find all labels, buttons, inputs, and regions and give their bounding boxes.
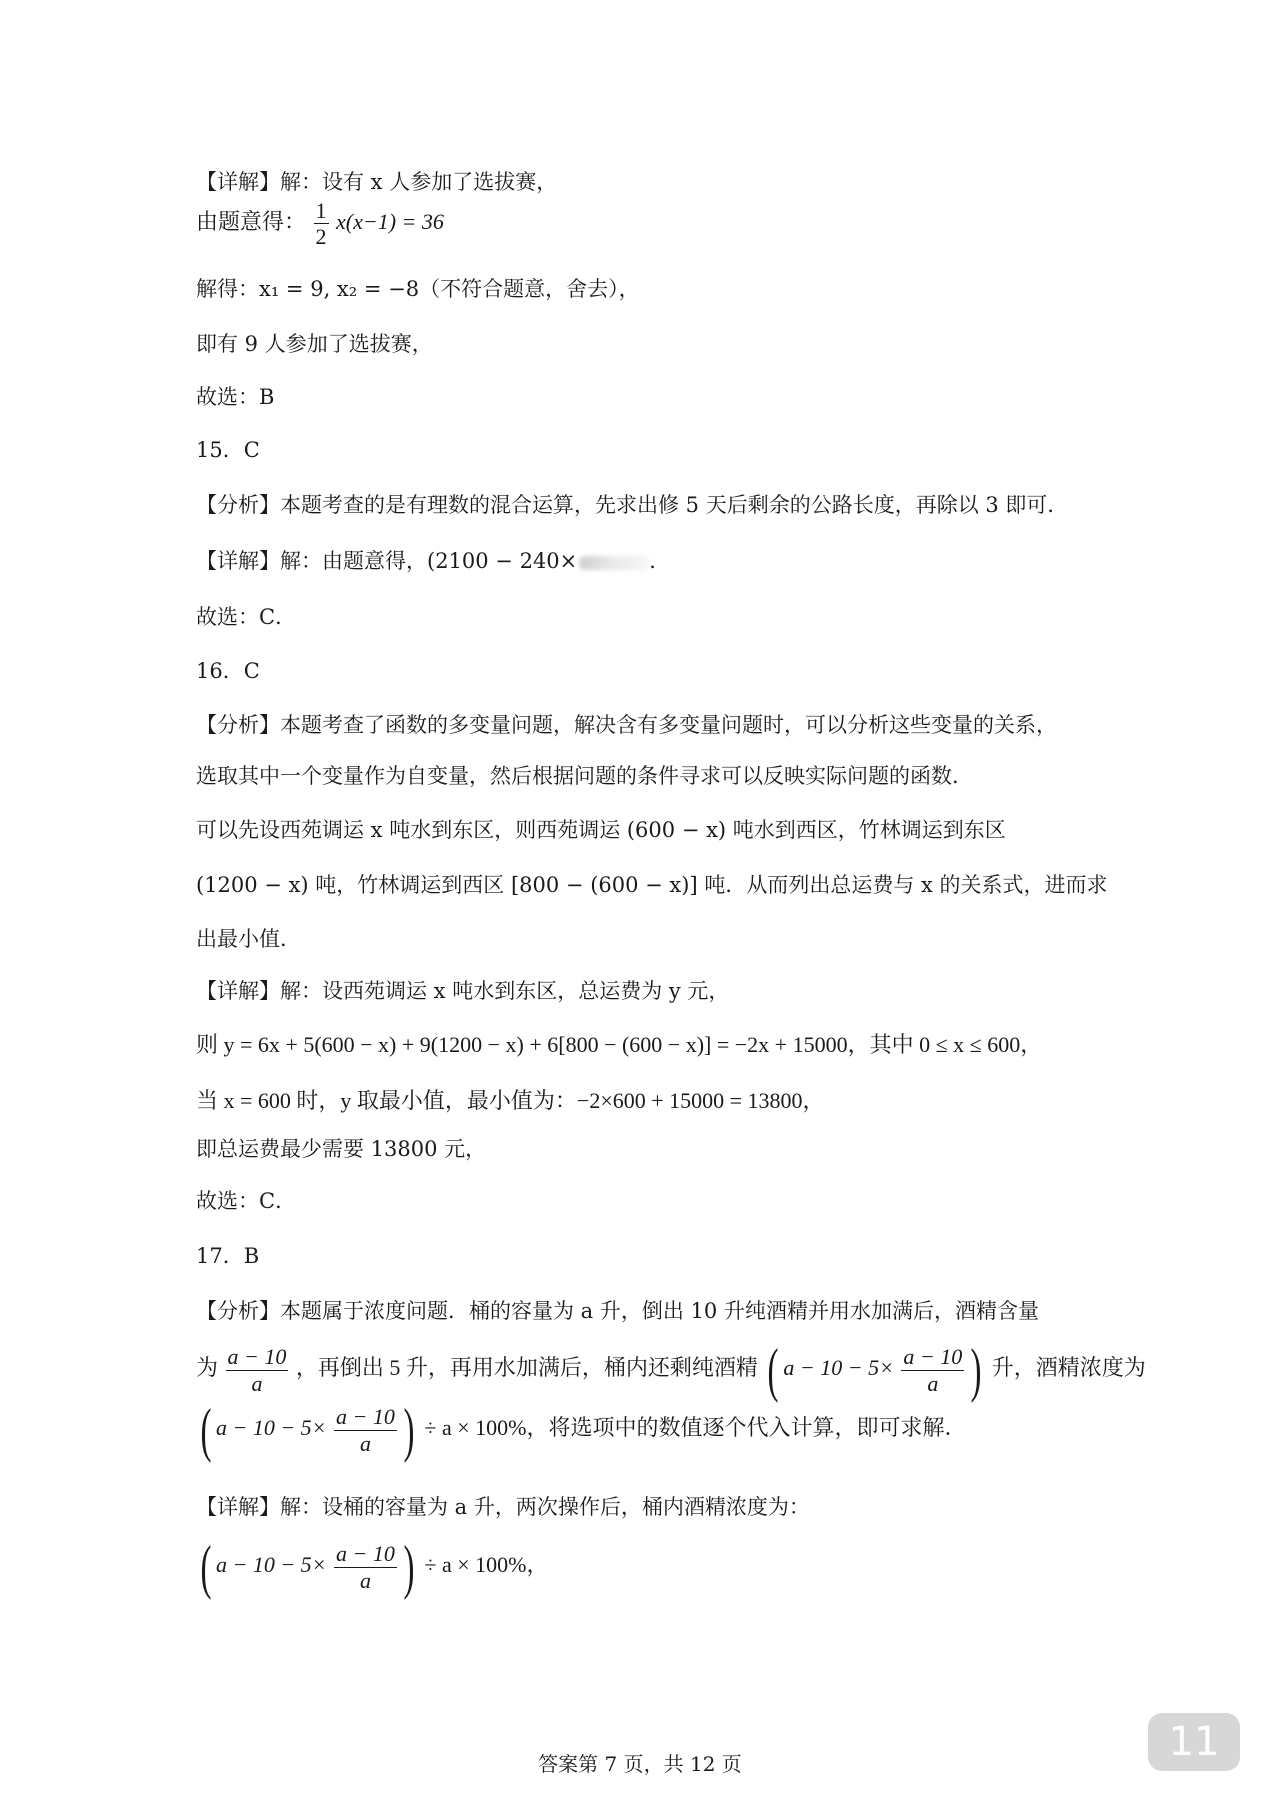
question-number: 16．C — [196, 659, 260, 683]
text-line: 【分析】本题考查的是有理数的混合运算，先求出修 5 天后剩余的公路长度，再除以 3 即可． — [196, 493, 1069, 517]
text-fragment: 为 — [196, 1355, 219, 1381]
equation-line — [196, 1397, 967, 1463]
text-fragment: 升，酒精浓度为 — [991, 1355, 1146, 1381]
right-paren: ) — [403, 1397, 415, 1463]
question-number: 17．B — [196, 1244, 260, 1268]
text-fragment: ÷ a × 100%，将选项中的数值逐个代入计算，即可求解． — [424, 1415, 967, 1441]
equation-line — [196, 1534, 549, 1600]
expression: a − 10 − 5× — [783, 1355, 894, 1381]
text-fragment: ÷ a × 100%， — [424, 1552, 549, 1578]
equation-line — [196, 1337, 1146, 1403]
fraction — [334, 1404, 397, 1456]
text-line: 可以先设西苑调运 x 吨水到东区，则西苑调运 (600 − x) 吨水到西区，竹林调运到东区 — [196, 818, 1006, 842]
fraction — [226, 1344, 289, 1396]
fraction-numerator: a − 10 — [227, 1344, 287, 1370]
text-line: (1200 − x) 吨，竹林调运到西区 [800 − (600 − x)] 吨．从而列出总运费与 x 的关系式，进而求 — [196, 873, 1108, 897]
fraction-denominator: 2 — [315, 224, 327, 250]
fraction-numerator: a − 10 — [336, 1404, 395, 1430]
text-line: 出最小值． — [196, 927, 301, 951]
fraction-denominator: a — [359, 1567, 371, 1593]
text-line: 【分析】本题属于浓度问题．桶的容量为 a 升，倒出 10 升纯酒精并用水加满后，酒精含量 — [196, 1299, 1039, 1323]
fraction — [314, 198, 329, 250]
left-paren: ( — [200, 1397, 212, 1463]
equation-line: 当 x = 600 时，y 取最小值，最小值为：−2×600 + 15000 = 13800， — [196, 1088, 825, 1113]
left-paren: ( — [767, 1337, 779, 1403]
equation-line — [196, 198, 444, 250]
question-number: 15．C — [196, 438, 260, 462]
text-line — [196, 547, 670, 575]
text-line: 【分析】本题考查了函数的多变量问题，解决含有多变量问题时，可以分析这些变量的关系， — [196, 713, 1057, 737]
equation-prefix: 由题意得： — [196, 208, 307, 234]
equation-body: x(x−1) = 36 — [336, 208, 444, 234]
equation-line: 则 y = 6x + 5(600 − x) + 9(1200 − x) + 6[800 − (600 − x)] = −2x + 15000，其中 0 ≤ x ≤ 600， — [196, 1032, 1043, 1057]
fraction — [901, 1344, 964, 1396]
left-paren: ( — [200, 1534, 212, 1600]
fraction-denominator: a — [251, 1370, 263, 1396]
expression: a − 10 − 5× — [215, 1415, 327, 1441]
text-line: 即有 9 人参加了选拔赛， — [196, 332, 433, 356]
fraction-numerator: a − 10 — [903, 1344, 963, 1370]
fraction-denominator: a — [359, 1430, 371, 1456]
text-line: 【详解】解：设桶的容量为 a 升，两次操作后，桶内酒精浓度为： — [196, 1495, 810, 1519]
text-line: 故选：C． — [196, 1189, 297, 1213]
text-fragment: ，再倒出 5 升，再用水加满后，桶内还剩纯酒精 — [295, 1355, 758, 1381]
text-line: 选取其中一个变量作为自变量，然后根据问题的条件寻求可以反映实际问题的函数． — [196, 764, 973, 788]
fraction-denominator: a — [927, 1370, 939, 1396]
text-line: 【详解】解：设西苑调运 x 吨水到东区，总运费为 y 元， — [196, 979, 730, 1003]
fraction — [334, 1541, 397, 1593]
fraction-numerator: 1 — [315, 198, 327, 223]
blurred-region — [579, 556, 649, 570]
text-line: 故选：C． — [196, 605, 297, 629]
detail-text: 【详解】解：由题意得，(2100 − 240× — [196, 549, 578, 573]
text-line: 解得：x₁ = 9, x₂ = −8（不符合题意，舍去）， — [196, 277, 640, 301]
right-paren: ) — [970, 1337, 982, 1403]
fraction-numerator: a − 10 — [336, 1541, 395, 1567]
page-footer: 答案第 7 页，共 12 页 — [538, 1752, 742, 1776]
period: ． — [649, 549, 671, 573]
expression: a − 10 − 5× — [215, 1552, 327, 1578]
text-line: 即总运费最少需要 13800 元， — [196, 1137, 487, 1161]
text-line: 故选：B — [196, 385, 275, 409]
page-number-badge[interactable]: 11 — [1148, 1713, 1240, 1771]
right-paren: ) — [403, 1534, 415, 1600]
text-line: 【详解】解：设有 x 人参加了选拔赛， — [196, 170, 558, 194]
